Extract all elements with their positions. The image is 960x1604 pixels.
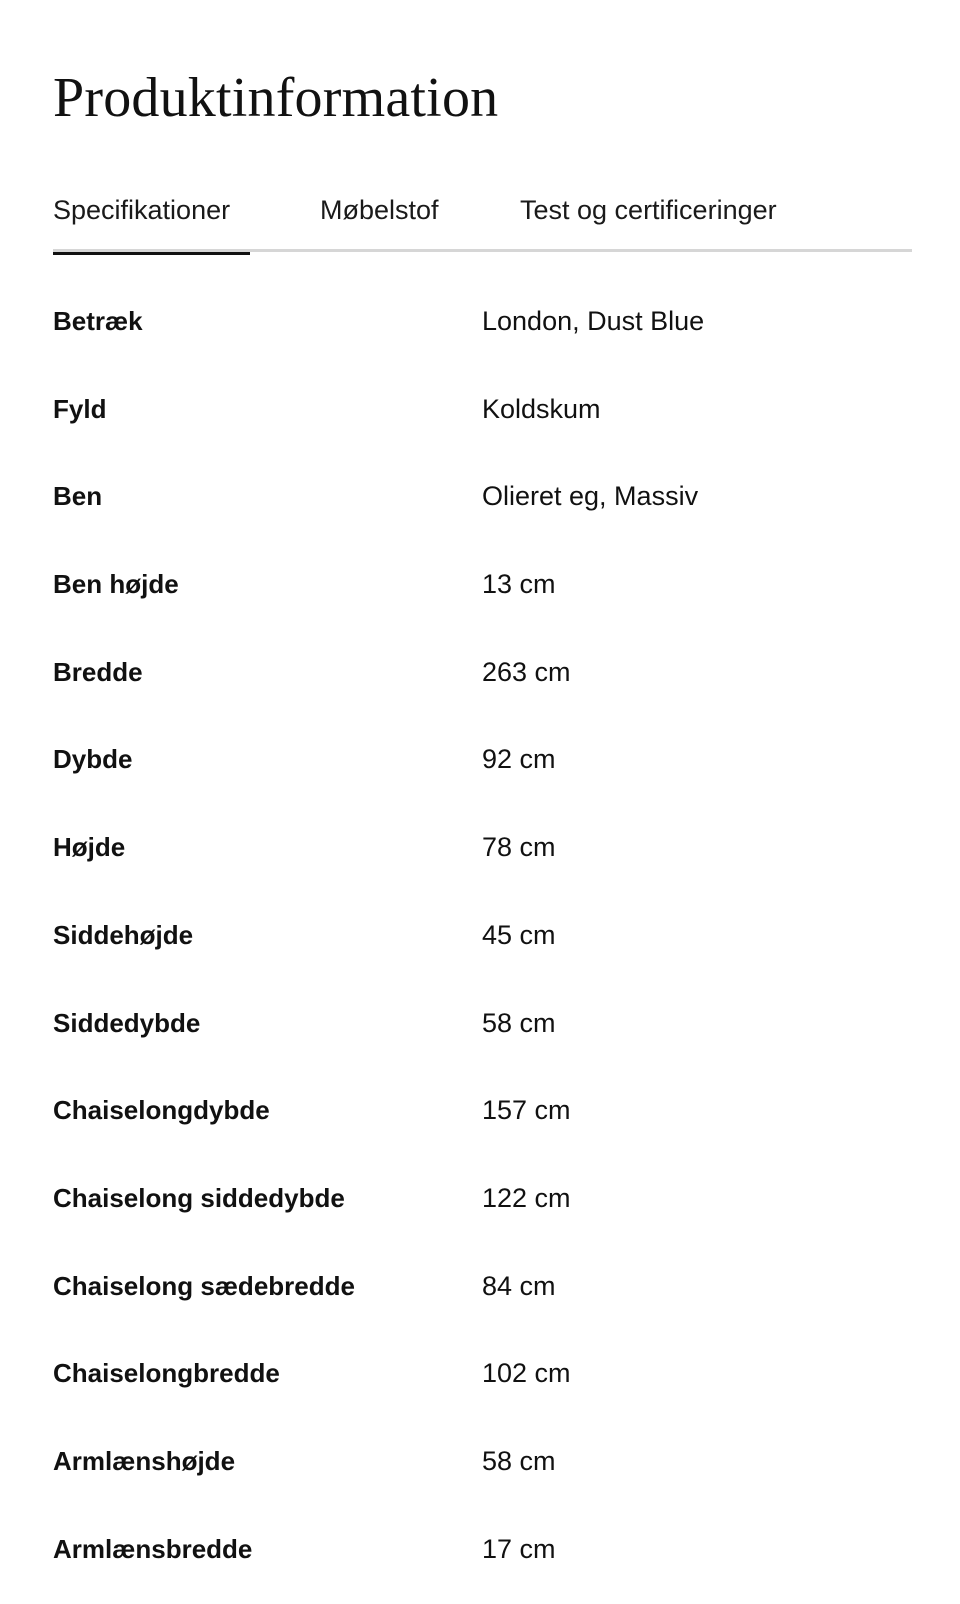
spec-value: Koldskum bbox=[482, 393, 601, 424]
spec-row bbox=[53, 280, 912, 368]
tab-test-og-certificeringer[interactable]: Test og certificeringer bbox=[520, 195, 777, 225]
spec-value: 78 cm bbox=[482, 832, 556, 863]
product-info-tabs bbox=[53, 184, 912, 252]
spec-row bbox=[53, 368, 912, 456]
spec-value: 263 cm bbox=[482, 656, 571, 687]
spec-row bbox=[53, 631, 912, 719]
spec-row bbox=[53, 1332, 912, 1420]
spec-value: 17 cm bbox=[482, 1533, 556, 1564]
spec-row bbox=[53, 982, 912, 1070]
spec-label: Chaiselongdybde bbox=[53, 1095, 270, 1126]
spec-row bbox=[53, 1420, 912, 1508]
spec-row bbox=[53, 455, 912, 543]
spec-value: 157 cm bbox=[482, 1095, 571, 1126]
spec-value: 58 cm bbox=[482, 1007, 556, 1038]
spec-label: Siddedybde bbox=[53, 1007, 201, 1038]
spec-label: Ben bbox=[53, 481, 103, 512]
spec-row bbox=[53, 1157, 912, 1245]
spec-row bbox=[53, 806, 912, 894]
spec-value: 45 cm bbox=[482, 919, 556, 950]
spec-row bbox=[53, 894, 912, 982]
specifications-list bbox=[53, 280, 912, 1595]
spec-label: Chaiselong siddedybde bbox=[53, 1182, 345, 1213]
tab-specifikationer[interactable]: Specifikationer bbox=[53, 184, 250, 252]
spec-value: 13 cm bbox=[482, 569, 556, 600]
spec-label: Dybde bbox=[53, 744, 133, 775]
spec-value: 58 cm bbox=[482, 1445, 556, 1476]
spec-label: Bredde bbox=[53, 656, 143, 687]
spec-row bbox=[53, 1245, 912, 1333]
spec-value: 102 cm bbox=[482, 1358, 571, 1389]
spec-label: Chaiselongbredde bbox=[53, 1358, 280, 1389]
spec-row bbox=[53, 718, 912, 806]
spec-row bbox=[53, 1069, 912, 1157]
spec-label: Fyld bbox=[53, 393, 107, 424]
spec-label: Armlænsbredde bbox=[53, 1533, 253, 1564]
spec-row bbox=[53, 543, 912, 631]
page-title: Produktinformation bbox=[53, 67, 499, 129]
spec-value: 92 cm bbox=[482, 744, 556, 775]
spec-label: Højde bbox=[53, 832, 126, 863]
spec-value: Olieret eg, Massiv bbox=[482, 481, 699, 512]
spec-label: Ben højde bbox=[53, 569, 179, 600]
spec-label: Armlænshøjde bbox=[53, 1445, 236, 1476]
spec-value: 122 cm bbox=[482, 1182, 571, 1213]
spec-value: 84 cm bbox=[482, 1270, 556, 1301]
spec-label: Chaiselong sædebredde bbox=[53, 1270, 355, 1301]
tab-mobelstof[interactable]: Møbelstof bbox=[320, 195, 439, 225]
spec-label: Siddehøjde bbox=[53, 919, 194, 950]
spec-row bbox=[53, 1508, 912, 1596]
spec-value: London, Dust Blue bbox=[482, 306, 705, 336]
spec-label: Betræk bbox=[53, 306, 143, 336]
